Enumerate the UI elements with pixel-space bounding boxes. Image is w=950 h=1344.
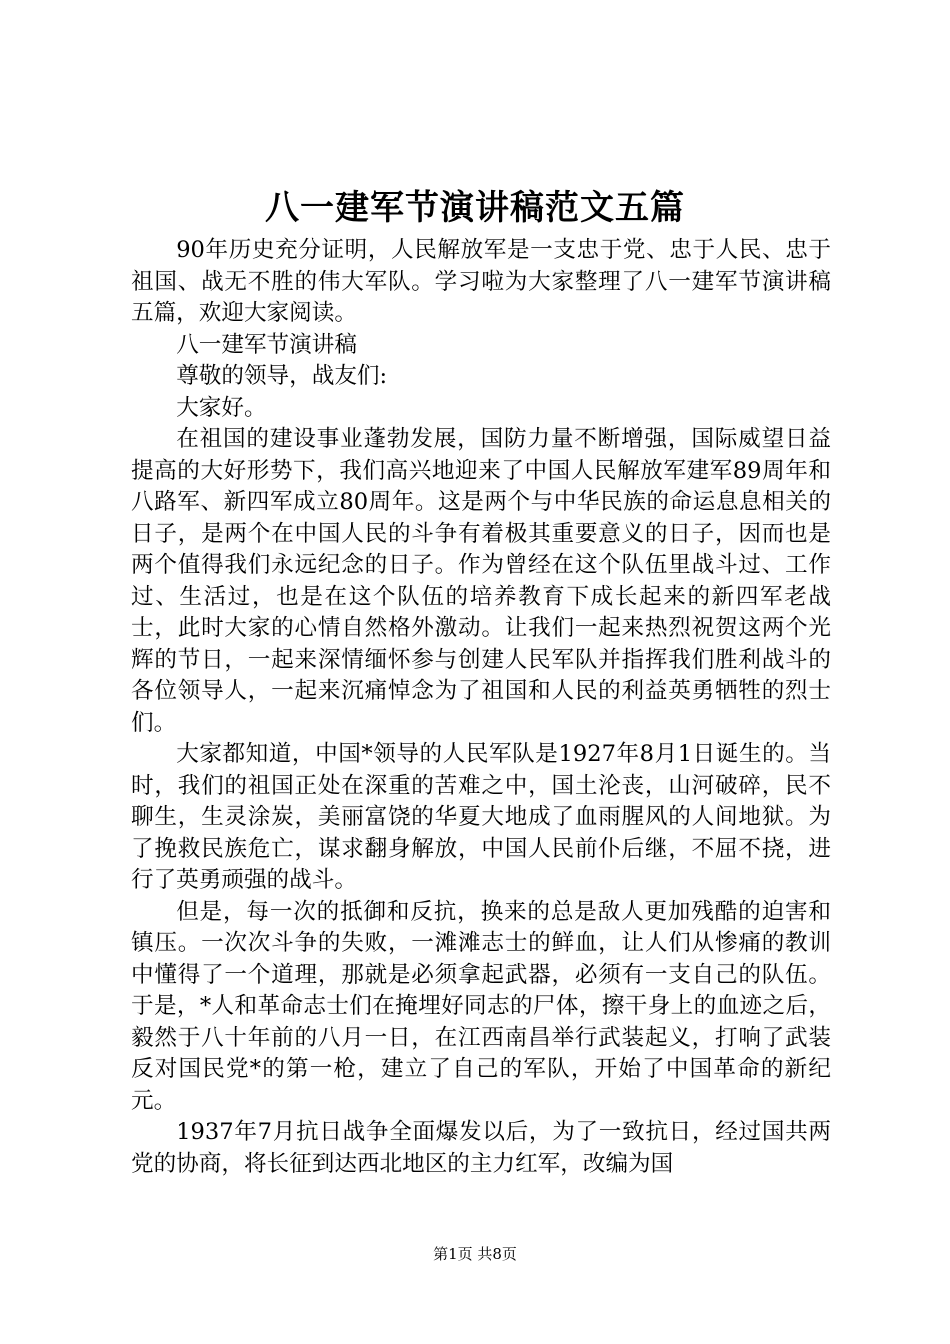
paragraph-salutation: 尊敬的领导，战友们: xyxy=(176,363,388,389)
paragraph-body-2: 大家都知道，中国*领导的人民军队是1927年8月1日诞生的。当时，我们的祖国正处在深重的苦难之中，国土沦丧，山河破碎，民不聊生，生灵涂炭，美丽富饶的华夏大地成了血雨腥风的人间地狱。为了挽救民族危亡，谋求翻身解放，中国人民前仆后继，不屈不挠，进行了英勇顽强的战斗。 xyxy=(131,741,831,893)
paragraph-body-1: 在祖国的建设事业蓬勃发展，国防力量不断增强，国际威望日益提高的大好形势下，我们高兴地迎来了中国人民解放军建军89周年和八路军、新四军成立80周年。这是两个与中华民族的命运息息相关的日子，是两个在中国人民的斗争有着极其重要意义的日子，因而也是两个值得我们永远纪念的日子。作为曾经在这个队伍里战斗过、工作过、生活过，也是在这个队伍的培养教育下成长起来的新四军老战士，此时大家的心情自然格外激动。让我们一起来热烈祝贺这两个光辉的节日，一起来深情缅怀参与创建人民军队并指挥我们胜利战斗的各位领导人，一起来沉痛悼念为了祖国和人民的利益英勇牺牲的烈士们。 xyxy=(131,426,831,736)
paragraph-section-heading: 八一建军节演讲稿 xyxy=(176,331,357,358)
page-footer: 第1页 共8页 xyxy=(433,1245,517,1263)
paragraph-greeting: 大家好。 xyxy=(176,394,267,421)
paragraph-body-4: 1937年7月抗日战争全面爆发以后，为了一致抗日，经过国共两党的协商，将长征到达西北地区的主力红军，改编为国 xyxy=(131,1119,831,1177)
document-body xyxy=(131,235,831,1180)
document-title: 八一建军节演讲稿范文五篇 xyxy=(265,188,685,228)
paragraph-intro: 90年历史充分证明，人民解放军是一支忠于党、忠于人民、忠于祖国、战无不胜的伟大军队。学习啦为大家整理了八一建军节演讲稿五篇，欢迎大家阅读。 xyxy=(131,237,831,326)
paragraph-body-3: 但是，每一次的抵御和反抗，换来的总是敌人更加残酷的迫害和镇压。一次次斗争的失败，一滩滩志士的鲜血，让人们从惨痛的教训中懂得了一个道理，那就是必须拿起武器，必须有一支自己的队伍。于是，*人和革命志士们在掩埋好同志的尸体，擦干身上的血迹之后，毅然于八十年前的八月一日，在江西南昌举行武装起义，打响了武装反对国民党*的第一枪，建立了自己的军队，开始了中国革命的新纪元。 xyxy=(131,898,831,1114)
